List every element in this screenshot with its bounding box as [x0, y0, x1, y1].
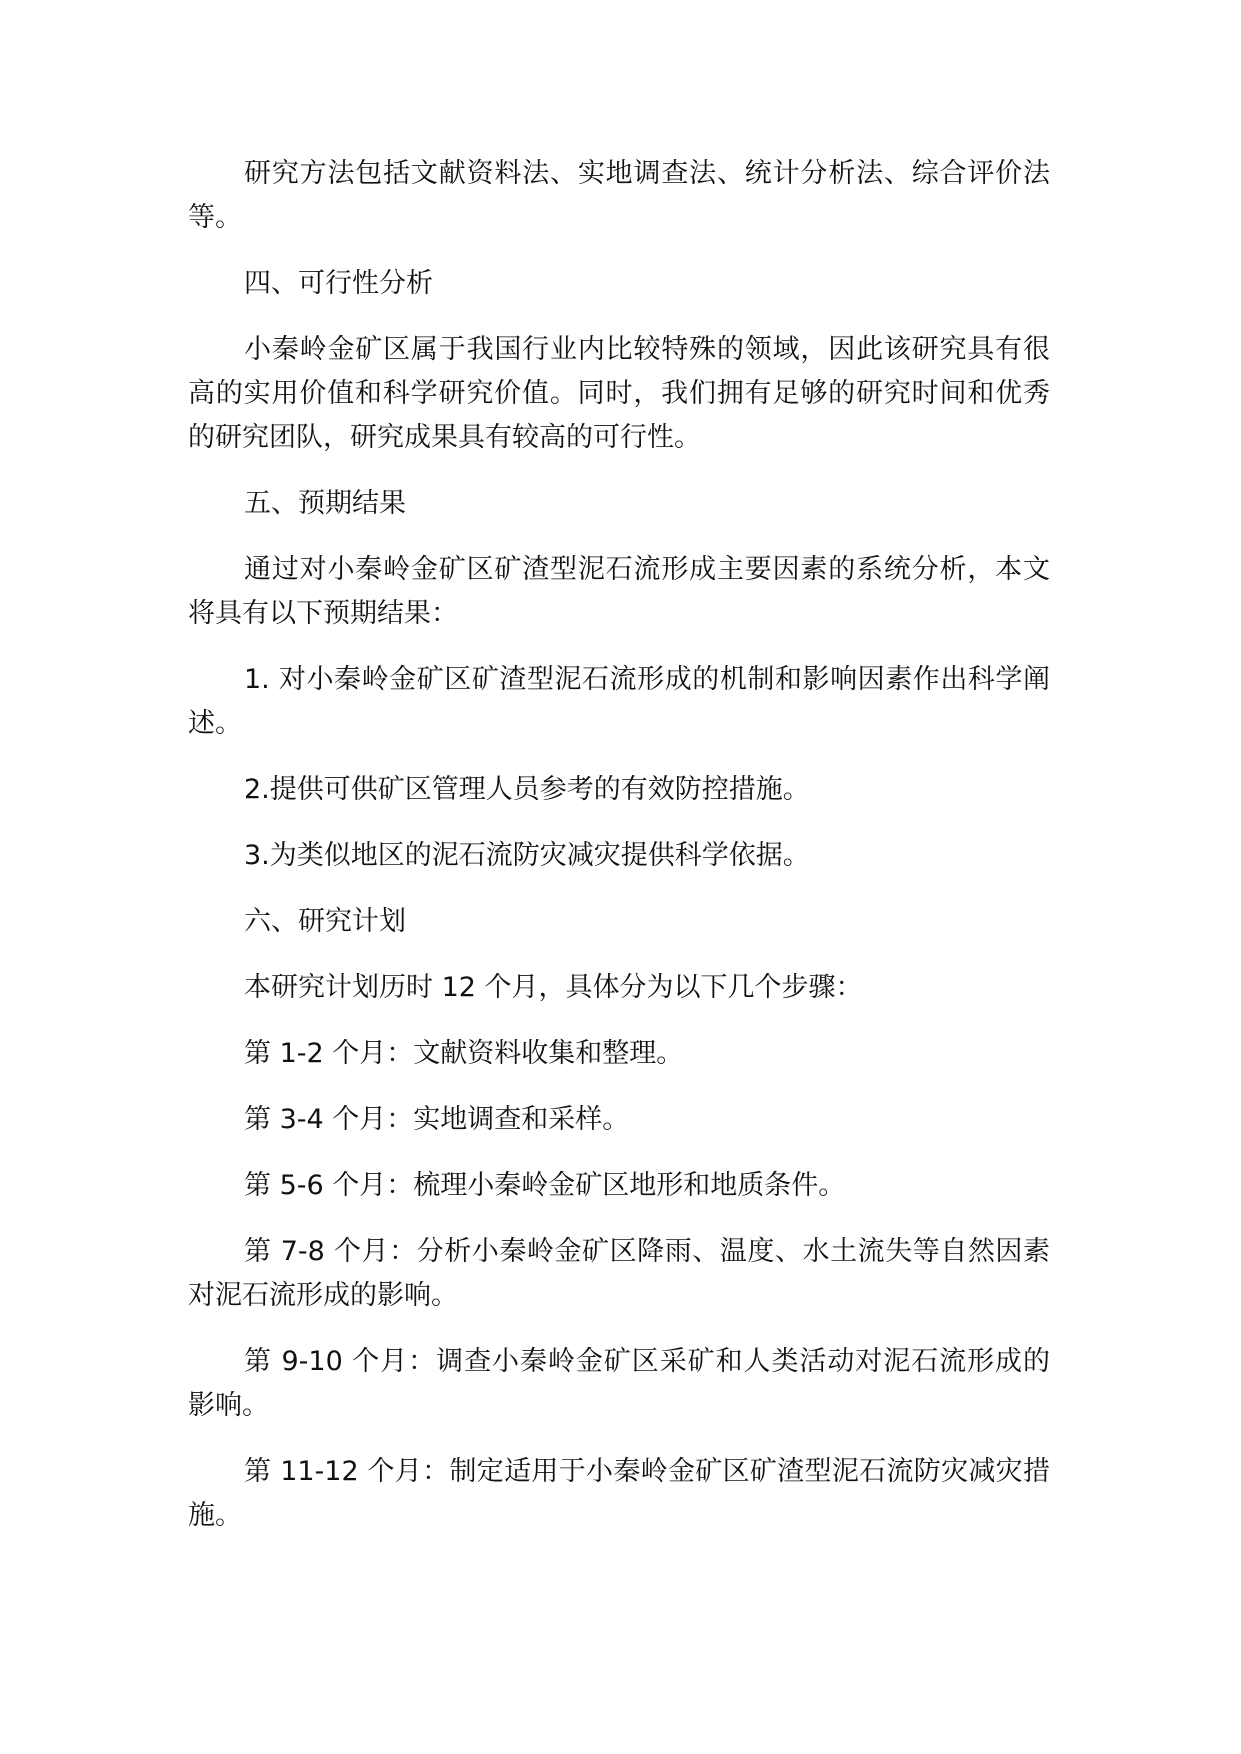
paragraph-feasibility: 小秦岭金矿区属于我国行业内比较特殊的领域，因此该研究具有很高的实用价值和科学研究价值。同时，我们拥有足够的研究时间和优秀的研究团队，研究成果具有较高的可行性。: [188, 334, 1050, 453]
plan-step-6: 第 11-12 个月：制定适用于小秦岭金矿区矿渣型泥石流防灾减灾措施。: [188, 1456, 1050, 1531]
plan-step-5: 第 9-10 个月：调查小秦岭金矿区采矿和人类活动对泥石流形成的影响。: [188, 1346, 1050, 1421]
list-item-result-3: 3.为类似地区的泥石流防灾减灾提供科学依据。: [244, 840, 810, 871]
list-item-result-2: 2.提供可供矿区管理人员参考的有效防控措施。: [244, 774, 810, 805]
document-body: [188, 152, 1050, 1560]
section-heading-research-plan: 六、研究计划: [244, 906, 406, 937]
plan-step-4: 第 7-8 个月：分析小秦岭金矿区降雨、温度、水土流失等自然因素对泥石流形成的影响。: [188, 1236, 1050, 1311]
paragraph-expected-intro: 通过对小秦岭金矿区矿渣型泥石流形成主要因素的系统分析，本文将具有以下预期结果：: [188, 554, 1050, 629]
section-heading-expected-results: 五、预期结果: [244, 488, 406, 519]
plan-step-2: 第 3-4 个月：实地调查和采样。: [244, 1104, 630, 1135]
plan-step-3: 第 5-6 个月：梳理小秦岭金矿区地形和地质条件。: [244, 1170, 846, 1201]
paragraph-plan-intro: 本研究计划历时 12 个月，具体分为以下几个步骤：: [244, 972, 863, 1003]
section-heading-feasibility: 四、可行性分析: [244, 268, 433, 299]
plan-step-1: 第 1-2 个月：文献资料收集和整理。: [244, 1038, 684, 1069]
paragraph-methods: 研究方法包括文献资料法、实地调查法、统计分析法、综合评价法等。: [188, 158, 1050, 233]
list-item-result-1: 1. 对小秦岭金矿区矿渣型泥石流形成的机制和影响因素作出科学阐述。: [188, 664, 1050, 739]
